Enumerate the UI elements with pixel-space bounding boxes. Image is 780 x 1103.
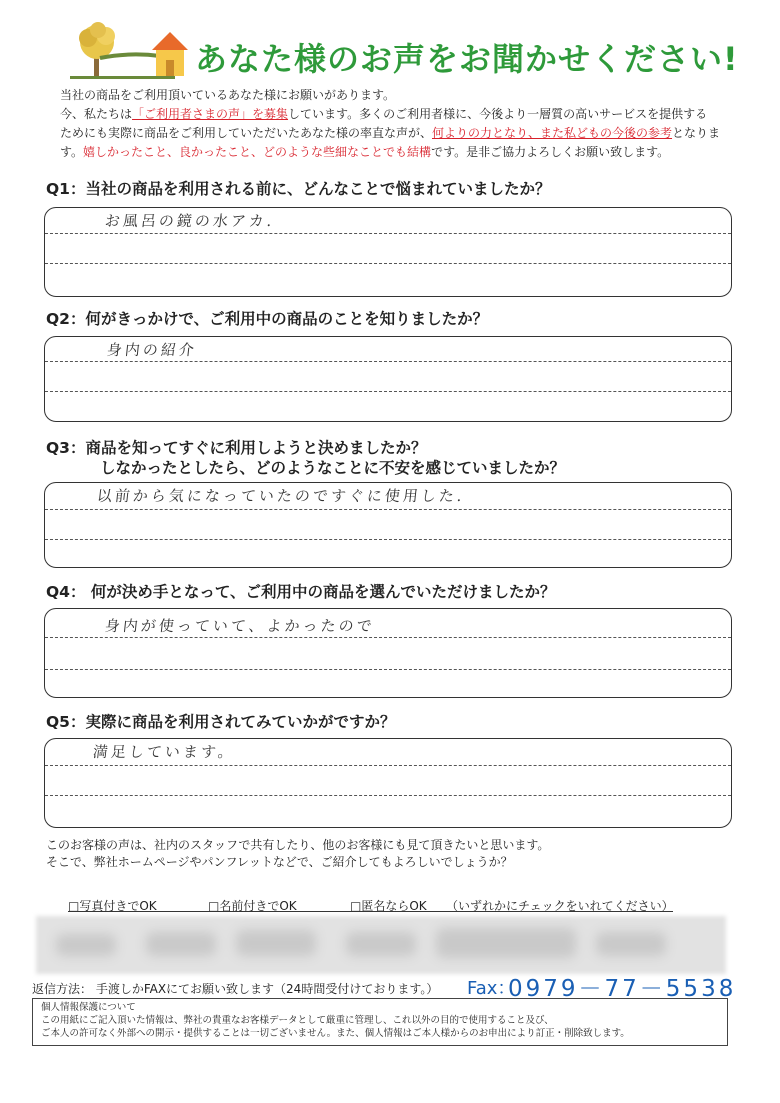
answer-line <box>45 795 731 796</box>
intro-line-3-b: となりま <box>672 126 721 140</box>
intro-line-2 <box>60 105 707 123</box>
fax-label: Fax： <box>467 978 516 999</box>
blurred-signature-area <box>36 916 726 974</box>
blurred-text <box>146 932 216 956</box>
answer-3-text: 以前から気になっていたのですぐに使用した. <box>96 487 466 505</box>
question-4-label: Q4： 何が決め手となって、ご利用中の商品を選んでいただけましたか？ <box>46 583 556 601</box>
intro-line-1: 当社の商品をご利用頂いているあなた様にお願いがあります。 <box>60 88 396 102</box>
intro-highlight-voices: 「ご利用者さまの声」を募集 <box>132 107 289 121</box>
answer-2-text: 身内の紹介 <box>106 341 198 359</box>
check-name-ok[interactable]: □名前付きでOK <box>208 899 297 913</box>
intro-line-3 <box>60 124 720 142</box>
intro-line-3-a: ためにも実際に商品をご利用していただいたあなた様の率直な声が、 <box>60 126 433 140</box>
share-note-line-1: このお客様の声は、社内のスタッフで共有したり、他のお客様にも見て頂きたいと思います。 <box>46 838 550 852</box>
tree-house-logo <box>70 22 195 82</box>
question-3-label-2: しなかったとしたら、どのようなことに不安を感じていましたか？ <box>100 459 566 477</box>
blurred-text <box>236 930 316 956</box>
answer-line <box>45 765 731 766</box>
check-photo-ok[interactable]: □写真付きでOK <box>68 899 157 913</box>
answer-line <box>45 263 731 264</box>
question-5-label: Q5：実際に商品を利用されてみていかがですか？ <box>46 713 396 731</box>
intro-line-4-b: です。是非ご協力よろしくお願い致します。 <box>431 145 670 159</box>
check-underline <box>68 911 673 912</box>
blurred-text <box>596 932 666 956</box>
intro-highlight-power: 何よりの力となり、また私どもの今後の参考 <box>432 126 673 140</box>
question-1-label: Q1：当社の商品を利用される前に、どんなことで悩まれていましたか？ <box>46 180 551 198</box>
answer-box-4[interactable] <box>44 608 732 698</box>
answer-line <box>45 509 731 510</box>
fax-number: 0979－77－5538 <box>508 976 737 1002</box>
answer-box-3[interactable] <box>44 482 732 568</box>
answer-line <box>45 539 731 540</box>
answer-box-5[interactable] <box>44 738 732 828</box>
check-anonymous-ok[interactable]: □匿名ならOK <box>350 899 427 913</box>
answer-box-2[interactable] <box>44 336 732 422</box>
intro-line-4-a: す。 <box>60 145 84 159</box>
blurred-text <box>56 934 116 956</box>
intro-line-4 <box>60 143 669 161</box>
answer-line <box>45 391 731 392</box>
share-note-line-2: そこで、弊社ホームページやパンフレットなどで、ご紹介してもよろしいでしょうか？ <box>46 855 513 869</box>
privacy-title: 個人情報保護について <box>41 1002 136 1013</box>
intro-highlight-happy: 嬉しかったこと、良かったこと、どのような些細なことでも結構 <box>83 145 432 159</box>
blurred-text <box>346 932 416 956</box>
check-instruction: （いずれかにチェックをいれてください） <box>446 899 674 913</box>
return-method: 返信方法： 手渡しかFAXにてお願い致します（24時間受付けております。） <box>32 982 439 996</box>
question-3-label: Q3：商品を知ってすぐに利用しようと決めましたか？ <box>46 439 427 457</box>
intro-line-2-b: しています。多くのご利用者様に、今後より一層質の高いサービスを提供する <box>288 107 708 121</box>
privacy-notice-box <box>32 998 728 1046</box>
blurred-text <box>436 928 576 958</box>
privacy-line-2: ご本人の許可なく外部への開示・提供することは一切ございません。また、個人情報はご本人様からのお申出により訂正・削除致します。 <box>41 1028 630 1039</box>
answer-line <box>45 669 731 670</box>
answer-line <box>45 233 731 234</box>
answer-4-text: 身内が使っていて、よかったので <box>104 617 376 635</box>
page-title: あなた様のお声をお聞かせください! <box>195 40 739 78</box>
privacy-line-1: この用紙にご記入頂いた情報は、弊社の貴重なお客様データとして厳重に管理し、これ以外の目的で使用すること及び、 <box>41 1015 554 1026</box>
answer-1-text: お風呂の鏡の水アカ. <box>104 212 276 230</box>
answer-line <box>45 637 731 638</box>
answer-line <box>45 361 731 362</box>
question-2-label: Q2：何がきっかけで、ご利用中の商品のことを知りましたか？ <box>46 310 489 328</box>
intro-line-2-a: 今、私たちは <box>60 107 133 121</box>
answer-box-1[interactable] <box>44 207 732 297</box>
answer-5-text: 満足しています。 <box>92 743 237 761</box>
